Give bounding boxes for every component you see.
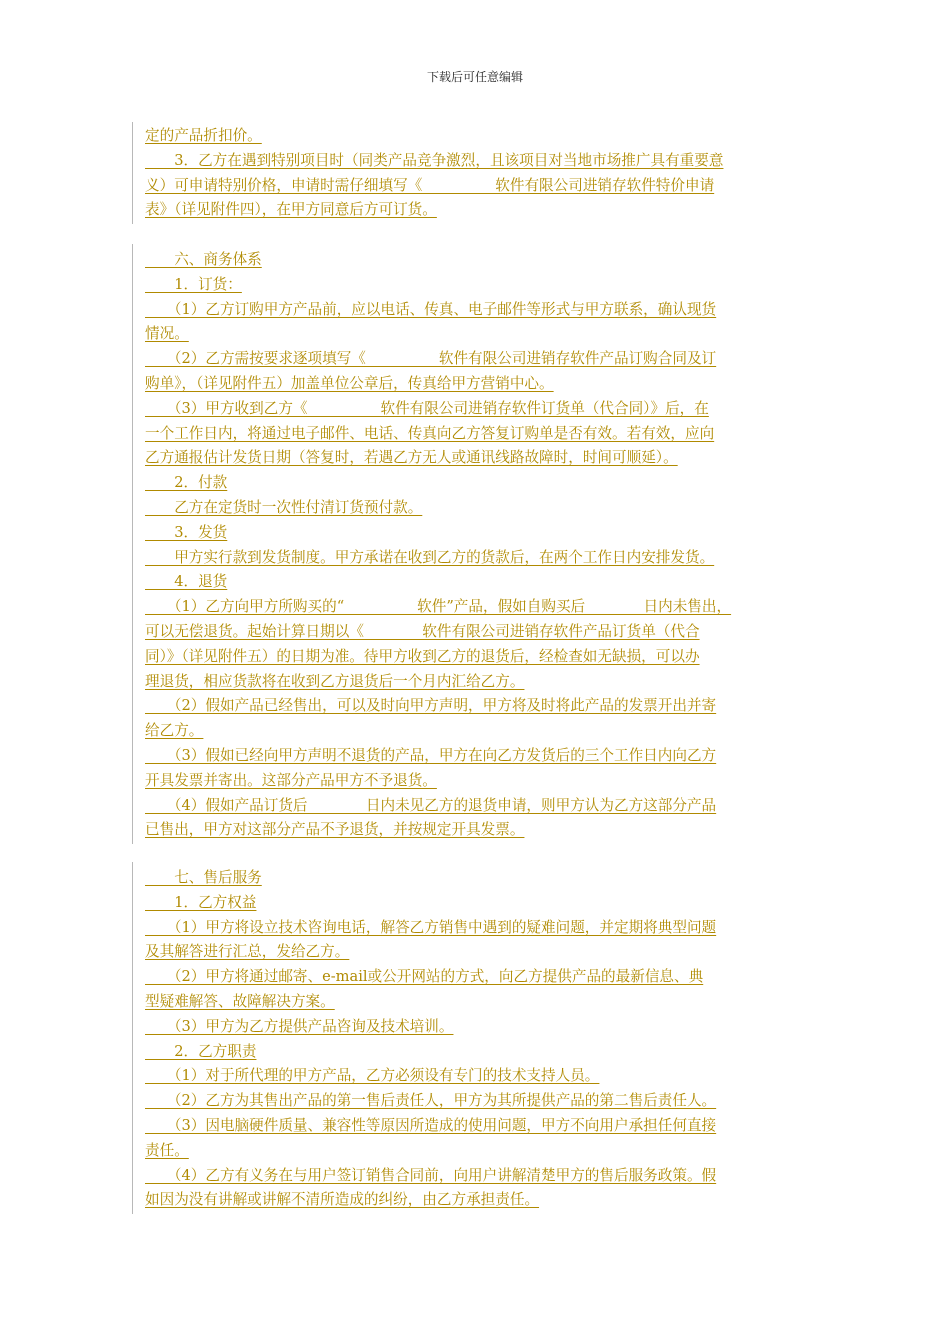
underlined-text: 3．发货	[145, 523, 228, 541]
underlined-text: 甲方实行款到发货制度。甲方承诺在收到乙方的货款后，在两个工作日内安排发货。	[145, 548, 715, 566]
section-after-sales-service	[132, 862, 823, 1214]
underlined-text: 责任。	[145, 1141, 189, 1159]
text-line	[145, 523, 227, 543]
text-line	[145, 300, 716, 320]
underlined-text: （3）甲方为乙方提供产品咨询及技术培训。	[145, 1017, 454, 1035]
underlined-text: （4）假如产品订货后 日内未见乙方的退货申请，则甲方认为乙方这部分产品	[145, 796, 717, 814]
text-line	[145, 820, 524, 840]
text-line	[145, 1042, 256, 1062]
underlined-text: （2）乙方为其售出产品的第一售后责任人，甲方为其所提供产品的第二售后责任人。	[145, 1092, 717, 1110]
text-line	[145, 746, 716, 766]
text-line	[145, 473, 227, 493]
underlined-text: 购单》，（详见附件五）加盖单位公章后，传真给甲方营销中心。	[145, 375, 554, 392]
text-line	[145, 868, 262, 888]
text-line	[145, 647, 700, 667]
text-line	[145, 250, 262, 270]
underlined-text: 定的产品折扣价。	[145, 127, 262, 144]
underlined-text: 乙方通报估计发货日期（答复时，若遇乙方无人或通讯线路故障时，时间可顺延）。	[145, 449, 678, 467]
underlined-text: 可以无偿退货。起始计算日期以《 软件有限公司进销存软件产品订货单（代合	[145, 623, 700, 640]
underlined-text: （3）甲方收到乙方《 软件有限公司进销存软件订货单（代合同）》后，在	[145, 399, 709, 417]
underlined-text: 表》（详见附件四），在甲方同意后方可订货。	[145, 201, 437, 219]
text-line	[145, 967, 703, 987]
text-line	[145, 796, 716, 816]
underlined-text: 1．乙方权益	[145, 893, 257, 911]
text-line	[145, 200, 437, 220]
underlined-text: 七、售后服务	[145, 869, 262, 886]
text-line	[145, 126, 262, 146]
text-line	[145, 548, 714, 568]
text-line	[145, 1091, 716, 1111]
underlined-text: 及其解答进行汇总，发给乙方。	[145, 943, 350, 961]
text-line	[145, 771, 437, 791]
underlined-text: （1）乙方订购甲方产品前，应以电话、传真、电子邮件等形式与甲方联系，确认现货	[145, 300, 717, 318]
underlined-text: 1．订货：	[145, 275, 242, 293]
text-line	[145, 622, 700, 642]
text-line	[145, 597, 731, 617]
underlined-text: 情况。	[145, 325, 189, 343]
underlined-text: （1）乙方向甲方所购买的“ 软件”产品，假如自购买后 日内未售出，	[145, 598, 732, 616]
underlined-text: （2）假如产品已经售出，可以及时向甲方声明，甲方将及时将此产品的发票开出并寄	[145, 697, 717, 715]
text-line	[145, 151, 723, 171]
text-line	[145, 448, 678, 468]
underlined-text: 六、商务体系	[145, 251, 262, 268]
text-line	[145, 672, 524, 692]
underlined-text: （2）甲方将通过邮寄、e-mail或公开网站的方式，向乙方提供产品的最新信息、典	[145, 968, 704, 986]
text-line	[145, 918, 716, 938]
text-line	[145, 1066, 599, 1086]
text-line	[145, 275, 242, 295]
text-line	[145, 374, 554, 394]
text-line	[145, 498, 422, 518]
underlined-text: 如因为没有讲解或讲解不清所造成的纠纷，由乙方承担责任。	[145, 1191, 540, 1209]
underlined-text: 同）》（详见附件五）的日期为准。待甲方收到乙方的退货后，经检查如无缺损，可以办	[145, 647, 700, 665]
underlined-text: （3）因电脑硬件质量、兼容性等原因所造成的使用问题，甲方不向用户承担任何直接	[145, 1117, 717, 1134]
text-line	[145, 721, 203, 741]
underlined-text: 已售出，甲方对这部分产品不予退货，并按规定开具发票。	[145, 821, 525, 839]
text-line	[145, 1116, 716, 1136]
underlined-text: （3）假如已经向甲方声明不退货的产品，甲方在向乙方发货后的三个工作日内向乙方	[145, 747, 717, 764]
underlined-text: 开具发票并寄出。这部分产品甲方不予退货。	[145, 771, 437, 789]
underlined-text: 一个工作日内，将通过电子邮件、电话、传真向乙方答复订购单是否有效。若有效，应向	[145, 424, 715, 442]
text-line	[145, 349, 716, 369]
underlined-text: 给乙方。	[145, 722, 204, 740]
section-pricing-continuation	[132, 122, 823, 224]
underlined-text: 3．乙方在遇到特别项目时（同类产品竞争激烈，且该项目对当地市场推广具有重要意	[145, 151, 724, 169]
text-line	[145, 696, 716, 716]
text-line	[145, 399, 709, 419]
text-line	[145, 424, 714, 444]
underlined-text: （4）乙方有义务在与用户签订销售合同前，向用户讲解清楚甲方的售后服务政策。假	[145, 1166, 717, 1184]
section-business-system	[132, 244, 823, 844]
text-line	[145, 1017, 453, 1037]
underlined-text: 义）可申请特别价格，申请时需仔细填写《 软件有限公司进销存软件特价申请	[145, 176, 715, 194]
text-line	[145, 893, 256, 913]
text-line	[145, 1190, 539, 1210]
text-line	[145, 942, 349, 962]
page-header: 下载后可任意编辑	[426, 70, 523, 84]
underlined-text: 2．乙方职责	[145, 1042, 257, 1060]
text-line	[145, 992, 335, 1012]
underlined-text: （1）甲方将设立技术咨询电话，解答乙方销售中遇到的疑难问题，并定期将典型问题	[145, 918, 717, 936]
text-line	[145, 1141, 189, 1161]
underlined-text: 理退货，相应货款将在收到乙方退货后一个月内汇给乙方。	[145, 672, 525, 690]
text-line	[145, 324, 189, 344]
underlined-text: 2．付款	[145, 474, 228, 492]
text-line	[145, 176, 714, 196]
underlined-text: （1）对于所代理的甲方产品，乙方必须设有专门的技术支持人员。	[145, 1067, 600, 1085]
text-line	[145, 572, 227, 592]
underlined-text: 乙方在定货时一次性付清订货预付款。	[145, 499, 423, 516]
underlined-text: 4．退货	[145, 573, 228, 591]
underlined-text: （2）乙方需按要求逐项填写《 软件有限公司进销存软件产品订购合同及订	[145, 350, 717, 368]
underlined-text: 型疑难解答、故障解决方案。	[145, 993, 335, 1010]
text-line	[145, 1166, 716, 1186]
